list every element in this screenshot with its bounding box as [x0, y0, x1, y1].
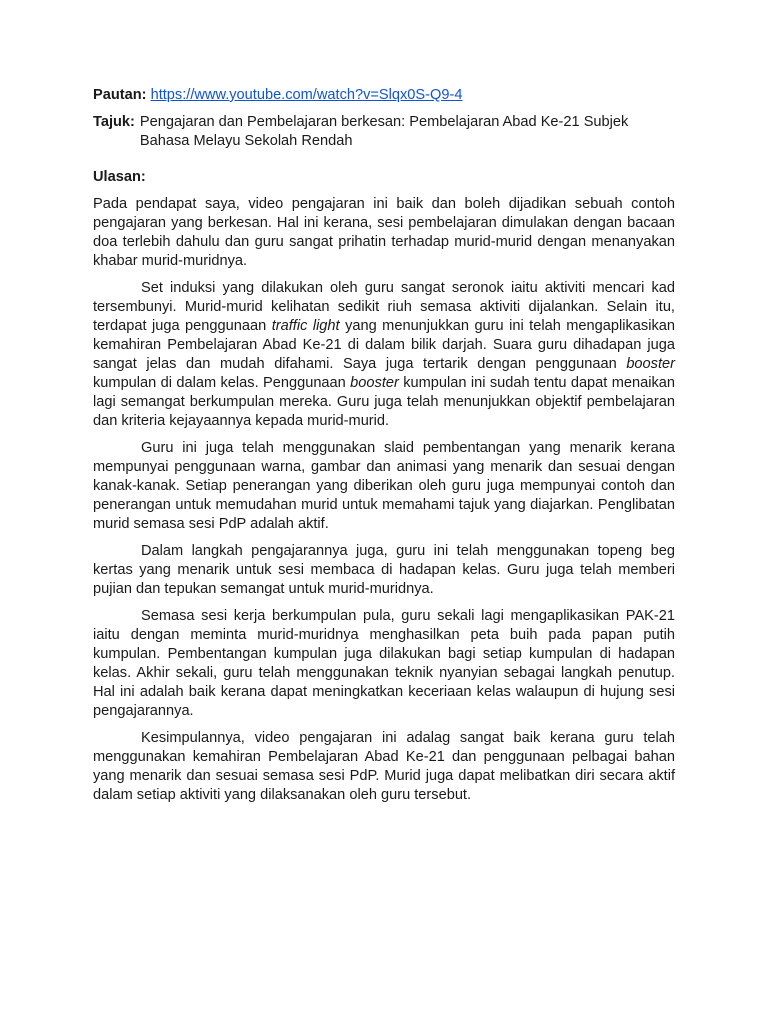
- review-heading: Ulasan:: [93, 169, 146, 185]
- title-text: Pengajaran dan Pembelajaran berkesan: Pembelajaran Abad Ke-21 Subjek Bahasa Melayu Sekolah Rendah: [139, 114, 629, 149]
- review-paragraph-2: [93, 279, 675, 431]
- paragraph-2-text-a: Set induksi yang dilakukan oleh guru sangat seronok iaitu aktiviti mencari kad tersembunyi. Murid-murid kelihatan sedikit riuh semasa aktiviti dijalankan. Selain itu, terdapat juga penggunaan: [93, 280, 675, 334]
- review-paragraph-3: Guru ini juga telah menggunakan slaid pembentangan yang menarik kerana mempunyai penggunaan warna, gambar dan animasi yang menarik dan sesuai dengan kanak-kanak. Setiap penerangan yang diberikan oleh guru juga mempunyai contoh dan penerangan untuk memudahan murid untuk memahami tajuk yang diajarkan. Penglibatan murid semasa sesi PdP adalah aktif.: [93, 440, 675, 532]
- review-paragraph-1: Pada pendapat saya, video pengajaran ini baik dan boleh dijadikan sebuah contoh pengajaran yang berkesan. Hal ini kerana, sesi pembelajaran dimulakan dengan bacaan doa terlebih dahulu dan guru sangat prihatin terhadap murid-murid dengan menanyakan khabar murid-muridnya.: [93, 196, 675, 269]
- link-row: [93, 86, 675, 105]
- document-page: [93, 86, 675, 805]
- paragraph-2-emphasis-booster-2: booster: [350, 375, 399, 391]
- paragraph-2-emphasis-booster-1: booster: [626, 356, 675, 372]
- title-row: [93, 113, 675, 151]
- paragraph-2-text-b: yang menunjukkan guru ini telah mengaplikasikan kemahiran Pembelajaran Abad Ke-21 di dalam bilik darjah. Suara guru dihadapan juga sangat jelas dan mudah difahami. Saya juga tertarik dengan penggunaan: [93, 318, 675, 372]
- review-paragraph-4: Dalam langkah pengajarannya juga, guru ini telah menggunakan topeng beg kertas yang menarik untuk sesi membaca di hadapan kelas. Guru juga telah memberi pujian dan tepukan semangat untuk murid-muridnya.: [93, 543, 675, 597]
- link-label: Pautan:: [93, 87, 147, 103]
- paragraph-2-text-c: kumpulan di dalam kelas. Penggunaan: [93, 375, 351, 391]
- paragraph-2-text-d: kumpulan ini sudah tentu dapat menaikan lagi semangat berkumpulan mereka. Guru juga telah menunjukkan objektif pembelajaran dan kriteria kejayaannya kepada murid-murid.: [93, 375, 676, 429]
- youtube-link[interactable]: https://www.youtube.com/watch?v=Slqx0S-Q9-4: [150, 87, 463, 103]
- paragraph-2-emphasis-traffic-light: traffic light: [271, 318, 340, 334]
- title-label: Tajuk:: [93, 114, 135, 130]
- review-paragraph-6: Kesimpulannya, video pengajaran ini adalag sangat baik kerana guru telah menggunakan kemahiran Pembelajaran Abad Ke-21 dan penggunaan pelbagai bahan yang menarik dan sesuai semasa sesi PdP. Murid juga dapat melibatkan diri secara aktif dalam setiap aktiviti yang dilaksanakan oleh guru tersebut.: [93, 730, 675, 803]
- review-paragraph-5: Semasa sesi kerja berkumpulan pula, guru sekali lagi mengaplikasikan PAK-21 iaitu dengan meminta murid-muridnya menghasilkan peta buih pada papan putih kumpulan. Pembentangan kumpulan juga dilakukan bagi setiap kumpulan di hadapan kelas. Akhir sekali, guru telah menggunakan teknik nyanyian sebagai langkah penutup. Hal ini adalah baik kerana dapat meningkatkan keceriaan kelas walaupun di hujung sesi pengajarannya.: [93, 608, 675, 719]
